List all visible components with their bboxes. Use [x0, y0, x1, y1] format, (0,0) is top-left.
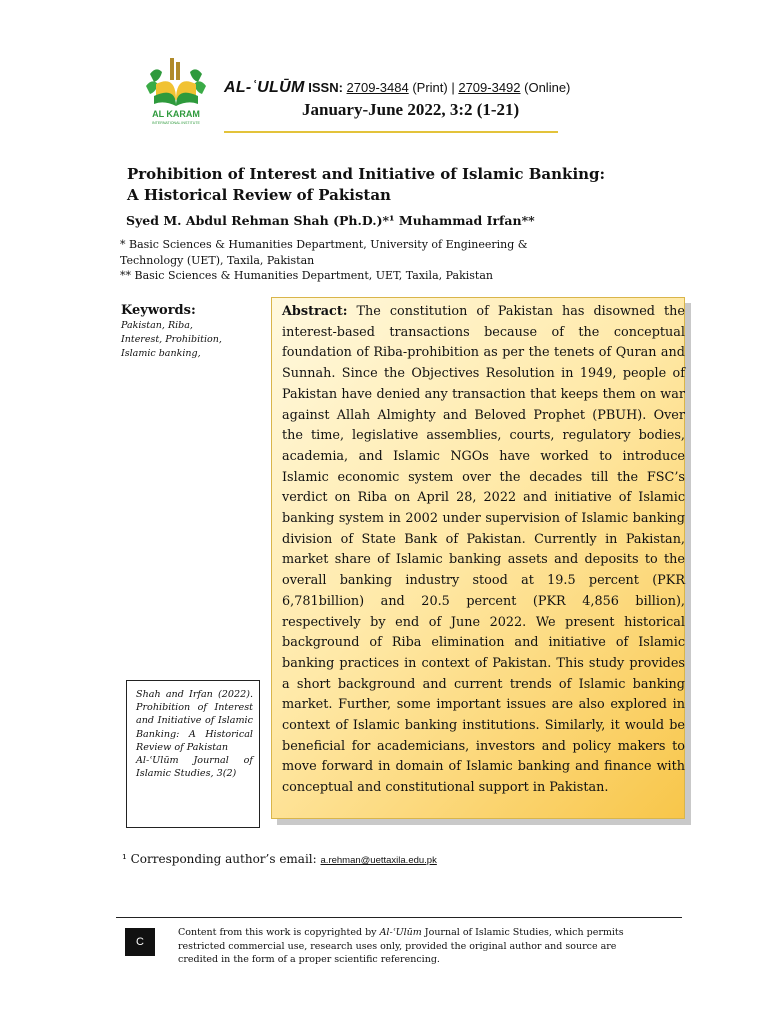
keywords-list: [121, 319, 261, 361]
affiliation-line: Technology (UET), Taxila, Pakistan: [120, 253, 315, 267]
title-line-1: Prohibition of Interest and Initiative of Islamic Banking:: [127, 165, 606, 183]
keyword-line: Pakistan, Riba,: [121, 320, 193, 331]
svg-text:INTERNATIONAL INSTITUTE: INTERNATIONAL INSTITUTE: [152, 121, 200, 125]
title-line-2: A Historical Review of Pakistan: [127, 186, 391, 204]
abstract-box: [271, 297, 685, 819]
citation-text: Shah and Irfan (2022). Prohibition of Interest and Initiative of Islamic Banking: A Historical Review of Pakistan: [136, 689, 253, 753]
authors: Syed M. Abdul Rehman Shah (Ph.D.)*¹ Muhammad Irfan**: [126, 213, 535, 228]
abstract-text: [282, 302, 685, 799]
footnote-label: ¹ Corresponding author’s email:: [122, 852, 317, 866]
issue-info: January-June 2022, 3:2 (1-21): [302, 100, 520, 119]
abstract-label: Abstract:: [282, 304, 348, 319]
license-text-before: Content from this work is copyrighted by: [178, 927, 380, 938]
keyword-line: Islamic banking,: [121, 348, 201, 359]
issn-print-link[interactable]: 2709-3484: [346, 80, 409, 95]
issn-print-label: (Print) |: [412, 80, 455, 95]
keywords-heading: Keywords:: [121, 303, 196, 318]
license-notice: [178, 926, 654, 967]
copyright-icon: C: [125, 928, 155, 956]
affiliation-line: * Basic Sciences & Humanities Department, University of Engineering &: [120, 238, 528, 251]
issn-label: ISSN:: [308, 80, 343, 95]
corresponding-author-footnote: [122, 852, 437, 866]
header-divider: [224, 131, 558, 133]
author-email-link[interactable]: a.rehman@uettaxila.edu.pk: [320, 855, 437, 866]
affiliations: [120, 237, 560, 284]
journal-issn-line: [224, 79, 570, 97]
affiliation-line: ** Basic Sciences & Humanities Department, UET, Taxila, Pakistan: [120, 269, 493, 282]
keyword-line: Interest, Prohibition,: [121, 334, 222, 345]
license-journal-name: Al-ʿUlūm: [379, 927, 422, 938]
article-title: [127, 164, 647, 206]
journal-name: AL-ʿULŪM: [224, 79, 305, 96]
journal-logo: [140, 56, 212, 126]
citation-box: [126, 680, 260, 828]
issn-online-link[interactable]: 2709-3492: [458, 80, 521, 95]
svg-text:AL KARAM: AL KARAM: [152, 109, 200, 119]
footer-divider: [116, 917, 682, 918]
license-text-after: Journal of Islamic Studies, which permits restricted commercial use, research uses only, provided the original author and source are credited in the form of a proper scientific referencing.: [178, 927, 624, 965]
issn-online-label: (Online): [524, 80, 571, 95]
citation-journal: Al-ʿUlūm Journal of Islamic Studies, 3(2): [136, 755, 253, 780]
abstract-body: The constitution of Pakistan has disowned the interest-based transactions because of the conceptual foundation of Riba-prohibition as per the tenets of Quran and Sunnah. Since the Objectives Resolution in 1949, people of Pakistan have denied any transaction that keeps them on war against Allah Almighty and Beloved Prophet (PBUH). Over the time, legislative assemblies, courts, regulatory bodies, academia, and Islamic NGOs have worked to introduce Islamic economic system over the decades till the FSC’s verdict on Riba on April 28, 2022 and initiative of Islamic banking system in 2002 under supervision of Islamic banking division of State Bank of Pakistan. Currently in Pakistan, market share of Islamic banking assets and deposits to the overall banking industry stood at 19.5 percent (PKR 6,781billion) and 20.5 percent (PKR 4,856 billion), respectively by end of June 2022. We present historical background of Riba elimination and initiative of Islamic banking practices in context of Pakistan. This study provides a short background and current trends of Islamic banking market. Further, some important issues are also explored in context of Islamic banking institutions. Similarly, it would be beneficial for academicians, investors and policy makers to move forward in domain of Islamic banking and finance with conceptual and constitutional support in Pakistan.: [282, 304, 685, 796]
